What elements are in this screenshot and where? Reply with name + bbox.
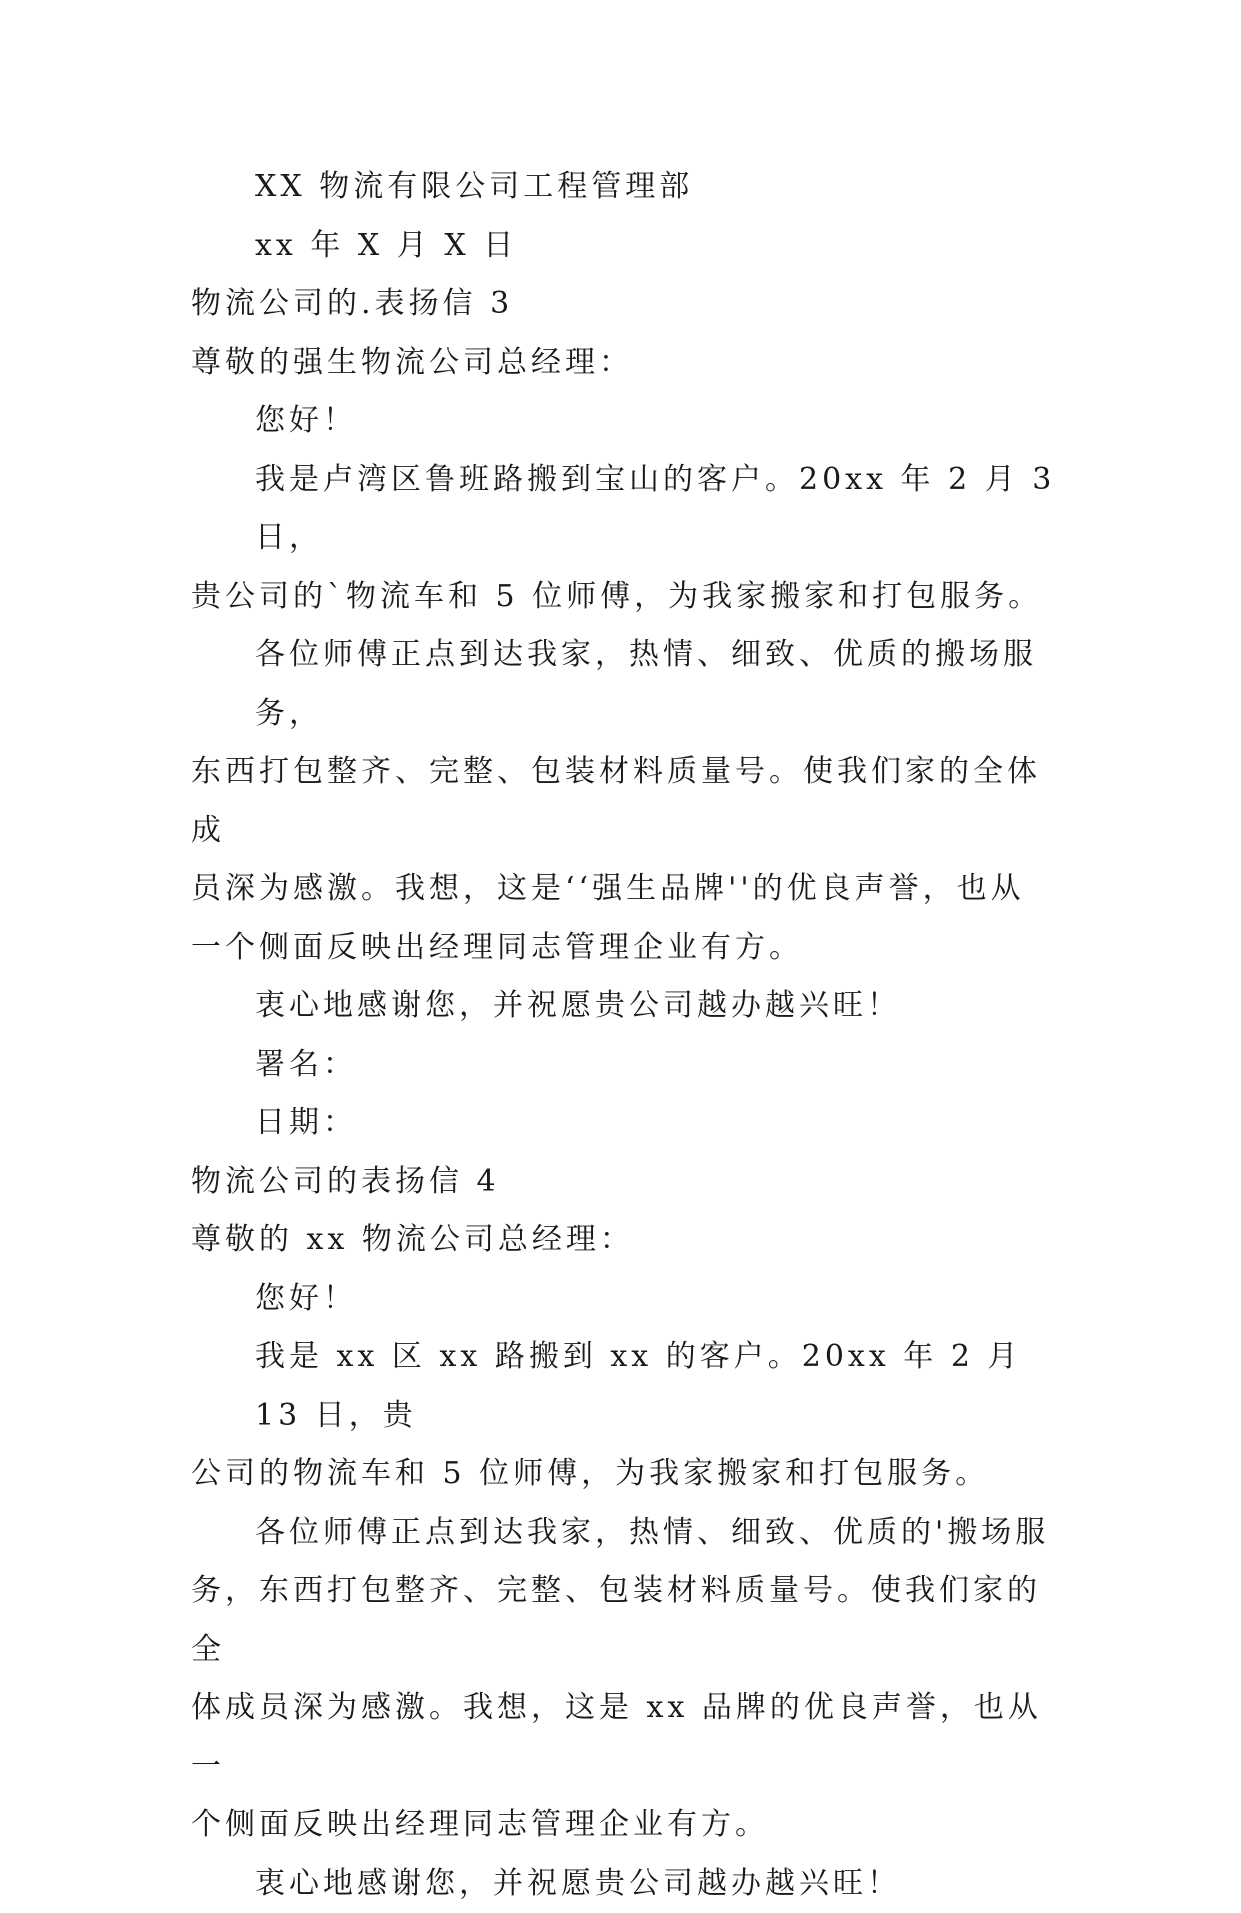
- letter4-paragraph2-line4: 个侧面反映出经理同志管理企业有方。: [191, 1796, 1061, 1855]
- letter4-paragraph1-line2: 公司的物流车和 5 位师傅，为我家搬家和打包服务。: [191, 1445, 1061, 1504]
- letter3-paragraph2-line2: 东西打包整齐、完整、包装材料质量号。使我们家的全体成: [191, 743, 1061, 860]
- letter3-paragraph2-line3: 员深为感激。我想，这是‘‘强生品牌''的优良声誉，也从: [191, 860, 1061, 919]
- letter3-salutation: 尊敬的强生物流公司总经理：: [191, 334, 1061, 393]
- letter3-paragraph1-line1: 我是卢湾区鲁班路搬到宝山的客户。20xx 年 2 月 3 日，: [191, 451, 1061, 568]
- letter3-closing: 衷心地感谢您，并祝愿贵公司越办越兴旺！: [191, 977, 1061, 1036]
- letter4-paragraph2-line1: 各位师傅正点到达我家，热情、细致、优质的'搬场服: [191, 1504, 1061, 1563]
- letter3-paragraph2-line4: 一个侧面反映出经理同志管理企业有方。: [191, 919, 1061, 978]
- letter4-paragraph2-line2: 务，东西打包整齐、完整、包装材料质量号。使我们家的全: [191, 1562, 1061, 1679]
- signature-date: xx 年 X 月 X 日: [191, 217, 1061, 276]
- letter4-title: 物流公司的表扬信 4: [191, 1153, 1061, 1212]
- letter4-paragraph2-line3: 体成员深为感激。我想，这是 xx 品牌的优良声誉，也从一: [191, 1679, 1061, 1796]
- letter4-greeting: 您好！: [191, 1270, 1061, 1329]
- letter3-date-label: 日期：: [191, 1094, 1061, 1153]
- signature-company: XX 物流有限公司工程管理部: [191, 158, 1061, 217]
- letter4-salutation: 尊敬的 xx 物流公司总经理：: [191, 1211, 1061, 1270]
- letter4-closing: 衷心地感谢您，并祝愿贵公司越办越兴旺！: [191, 1855, 1061, 1913]
- letter3-title: 物流公司的.表扬信 3: [191, 275, 1061, 334]
- document-body: [191, 158, 1061, 1913]
- letter4-paragraph1-line1: 我是 xx 区 xx 路搬到 xx 的客户。20xx 年 2 月 13 日，贵: [191, 1328, 1061, 1445]
- letter3-paragraph2-line1: 各位师傅正点到达我家，热情、细致、优质的搬场服务，: [191, 626, 1061, 743]
- letter3-paragraph1-line2: 贵公司的`物流车和 5 位师傅，为我家搬家和打包服务。: [191, 568, 1061, 627]
- letter3-greeting: 您好！: [191, 392, 1061, 451]
- letter3-signature-label: 署名：: [191, 1036, 1061, 1095]
